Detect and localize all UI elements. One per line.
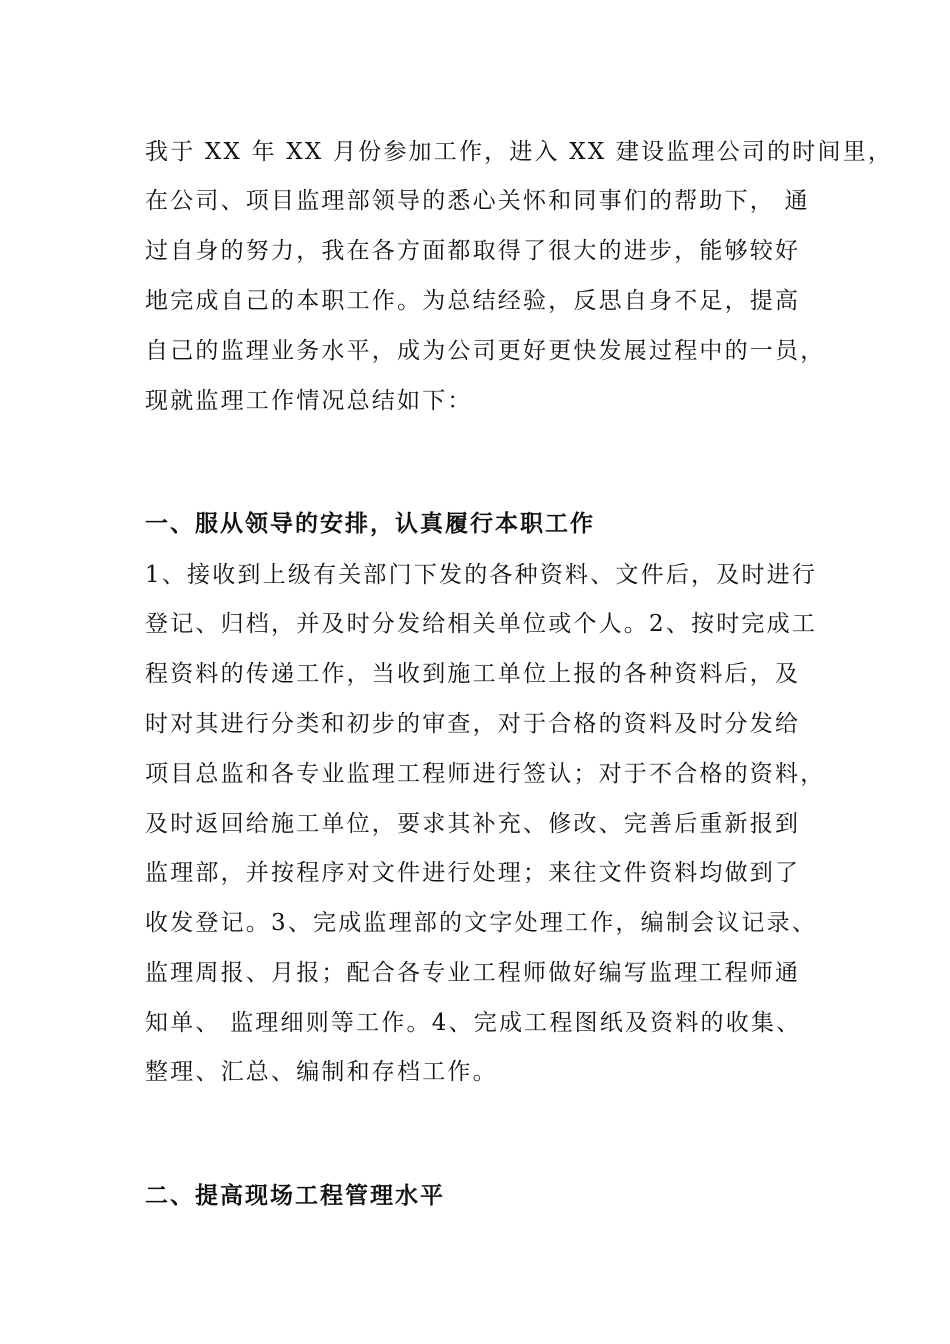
section-1-line-2: 登记、归档，并及时分发给相关单位或个人。2、按时完成工 bbox=[145, 611, 818, 637]
section-1-line-6: 及时返回给施工单位，要求其补充、修改、完善后重新报到 bbox=[145, 811, 801, 837]
intro-line-2: 在公司、项目监理部领导的悉心关怀和同事们的帮助下， 通 bbox=[145, 188, 810, 214]
intro-line-1: 我于 XX 年 XX 月份参加工作，进入 XX 建设监理公司的时间里， bbox=[145, 139, 894, 165]
section-2-heading: 二、提高现场工程管理水平 bbox=[145, 1182, 445, 1209]
intro-line-3: 过自身的努力，我在各方面都取得了很大的进步，能够较好 bbox=[145, 238, 801, 264]
intro-line-4: 地完成自己的本职工作。为总结经验，反思自身不足，提高 bbox=[145, 288, 801, 314]
section-1-line-3: 程资料的传递工作，当收到施工单位上报的各种资料后，及 bbox=[145, 661, 801, 687]
section-1-line-1: 1、接收到上级有关部门下发的各种资料、文件后，及时进行 bbox=[145, 562, 818, 588]
intro-line-5: 自己的监理业务水平，成为公司更好更快发展过程中的一员， bbox=[145, 338, 826, 364]
section-1-line-5: 项目总监和各专业监理工程师进行签认；对于不合格的资料， bbox=[145, 761, 826, 787]
section-1-line-4: 时对其进行分类和初步的审查，对于合格的资料及时分发给 bbox=[145, 711, 801, 737]
section-1-line-8: 收发登记。3、完成监理部的文字处理工作，编制会议记录、 bbox=[145, 910, 818, 936]
section-1-heading: 一、服从领导的安排，认真履行本职工作 bbox=[145, 510, 595, 537]
section-1-line-7: 监理部，并按程序对文件进行处理；来往文件资料均做到了 bbox=[145, 860, 801, 886]
section-1-line-9: 监理周报、月报；配合各专业工程师做好编写监理工程师通 bbox=[145, 960, 801, 986]
section-1-line-11: 整理、汇总、编制和存档工作。 bbox=[145, 1059, 498, 1085]
intro-line-6: 现就监理工作情况总结如下： bbox=[145, 388, 473, 414]
section-1-line-10: 知单、 监理细则等工作。4、完成工程图纸及资料的收集、 bbox=[145, 1010, 802, 1036]
